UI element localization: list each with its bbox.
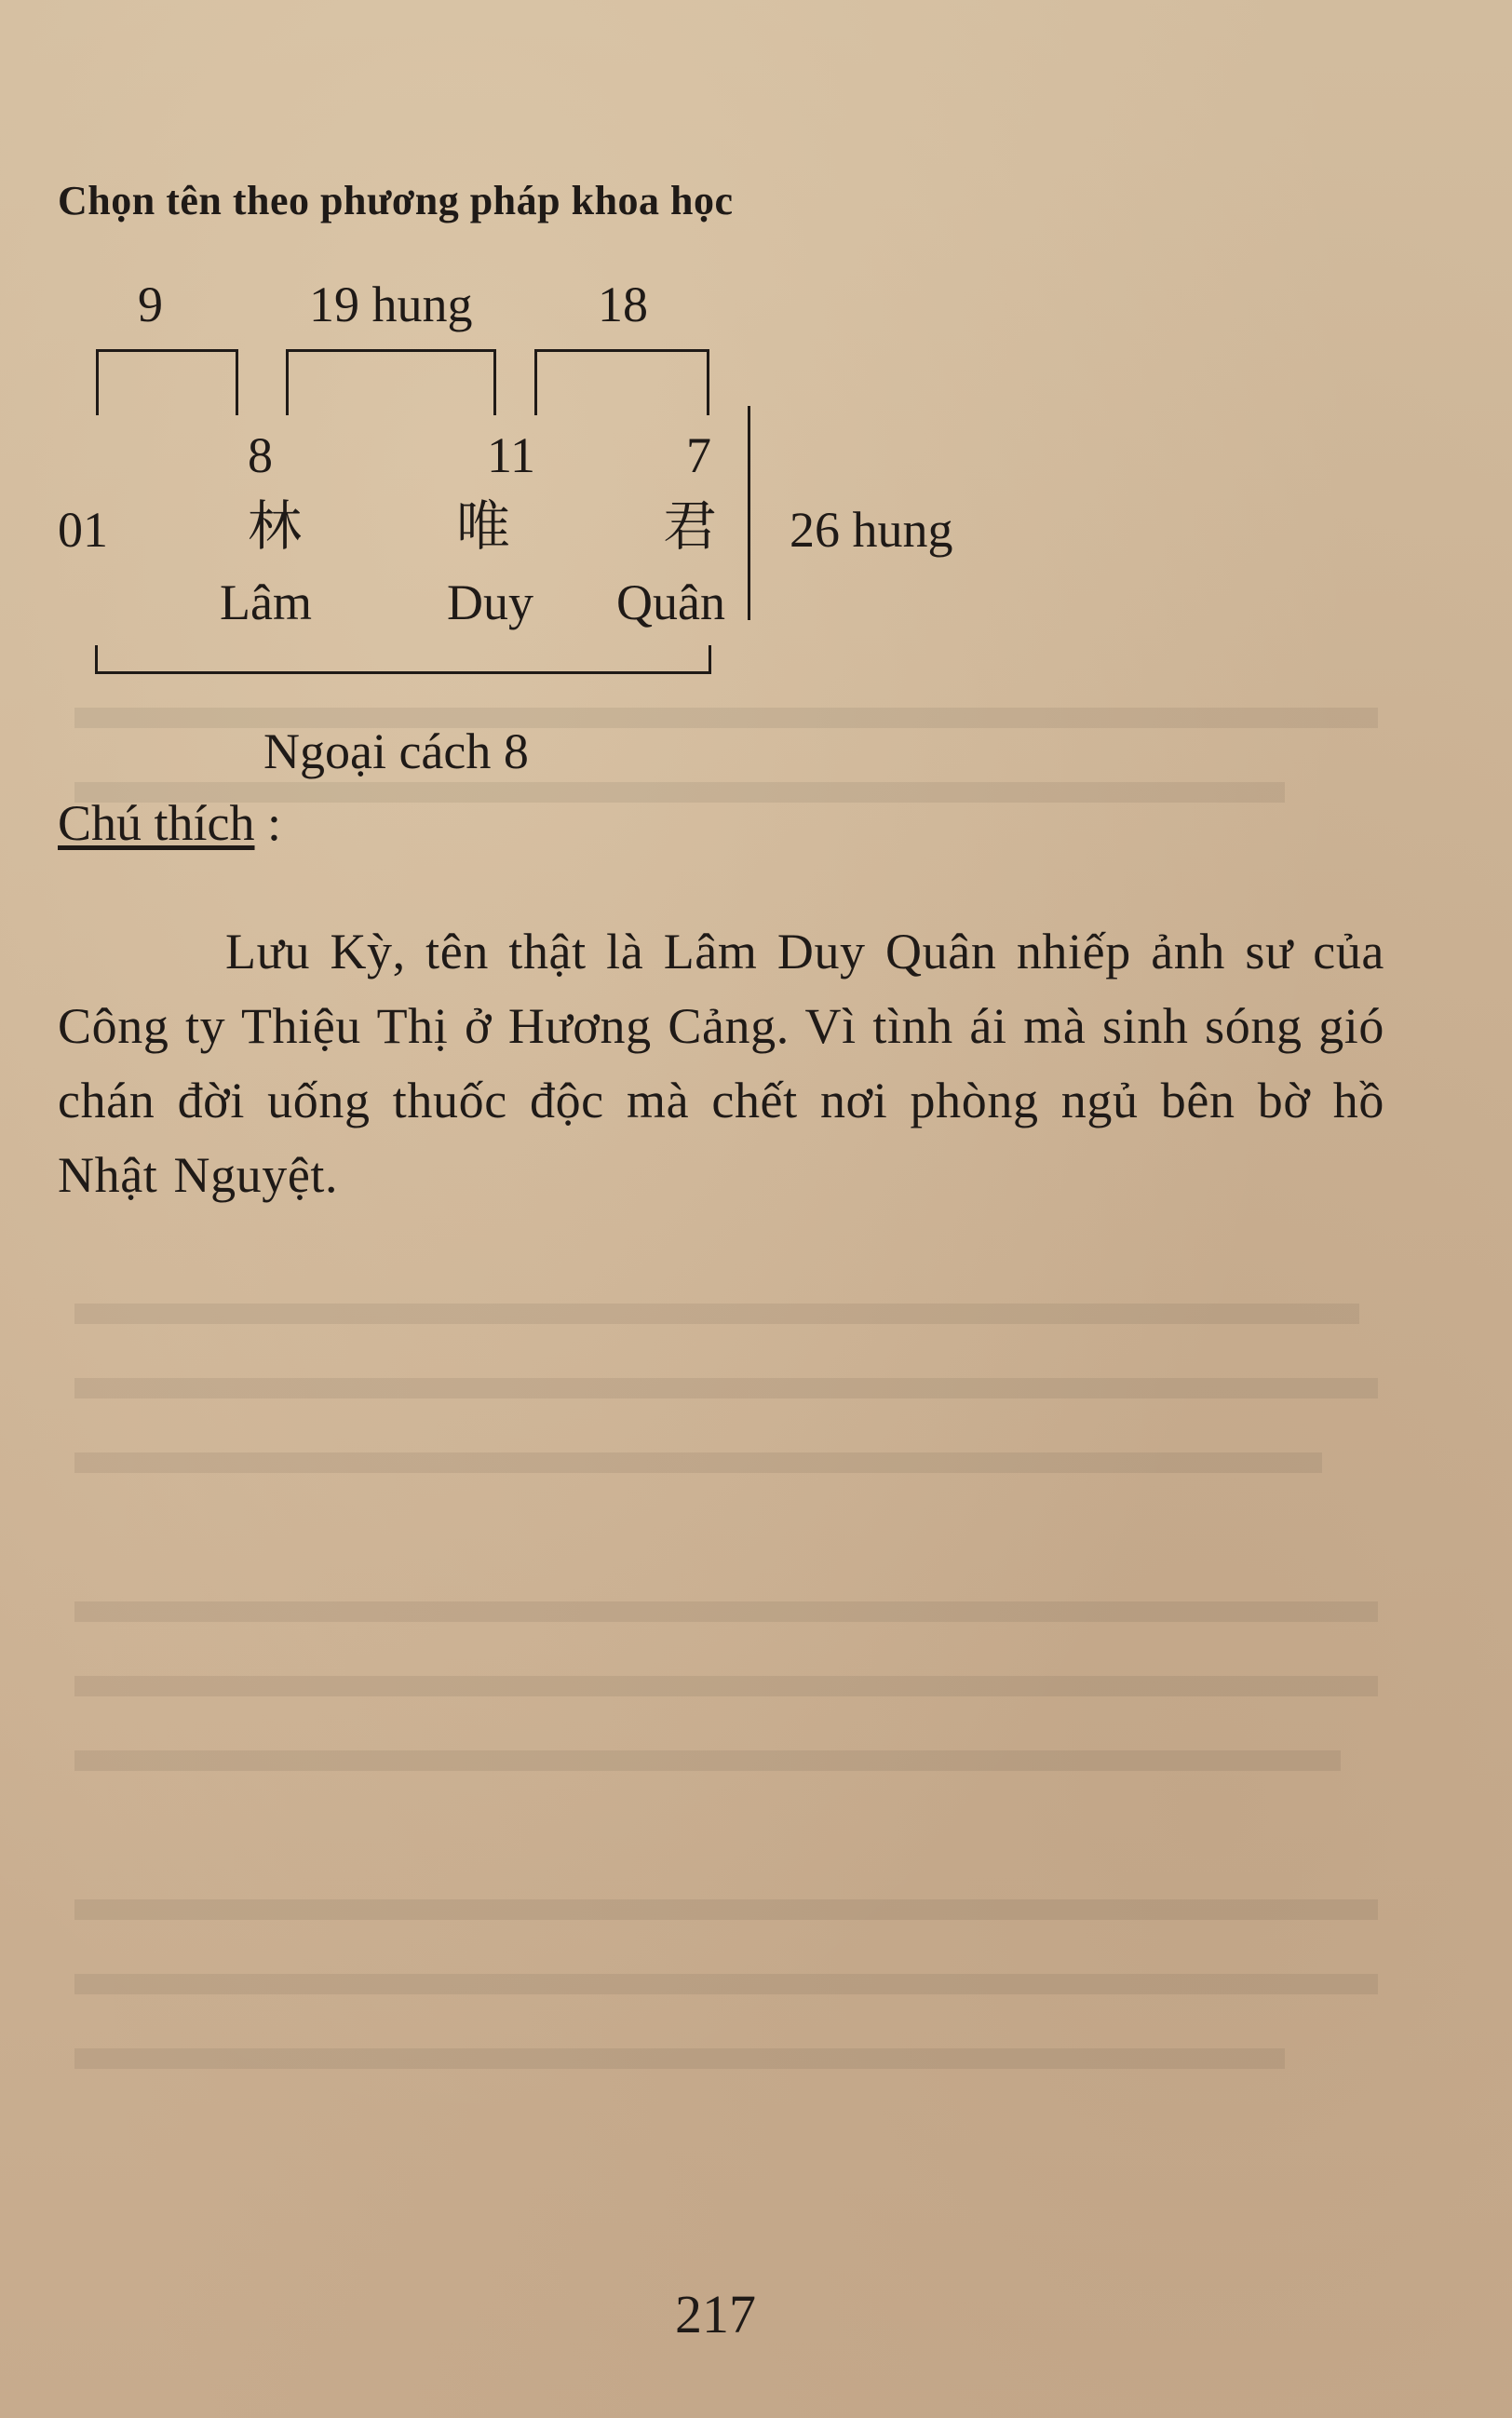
- outer-bracket: [95, 645, 711, 674]
- note-paragraph: Lưu Kỳ, tên thật là Lâm Duy Quân nhiếp ảnh sư của Công ty Thiệu Thị ở Hương Cảng. Vì tình ái mà sinh sóng gió chán đời uống thuốc độc mà chết nơi phòng ngủ bên bờ hồ Nhật Nguyệt.: [58, 924, 1384, 1203]
- right-label: 26 hung: [790, 502, 953, 558]
- top-number-2: 19 hung: [309, 277, 473, 332]
- reading-lam: Lâm: [220, 574, 312, 630]
- reading-duy: Duy: [447, 574, 533, 630]
- chinese-char-lam: 林: [248, 494, 303, 558]
- note-colon: :: [267, 795, 282, 851]
- top-bracket-3: [534, 349, 709, 415]
- outer-label: Ngoại cách 8: [263, 723, 529, 779]
- right-divider-line: [748, 406, 750, 620]
- note-title: Chú thích: [58, 795, 255, 851]
- top-number-1: 9: [138, 277, 163, 332]
- page-number: 217: [675, 2284, 756, 2344]
- char-number-2: 11: [487, 427, 535, 483]
- chinese-char-quan: 君: [663, 494, 718, 558]
- reading-quan: Quân: [616, 574, 725, 630]
- chinese-char-duy: 唯: [456, 494, 511, 558]
- left-number: 01: [58, 502, 108, 558]
- top-bracket-2: [286, 349, 496, 415]
- running-header: Chọn tên theo phương pháp khoa học: [58, 178, 734, 223]
- top-number-3: 18: [598, 277, 648, 332]
- char-number-1: 8: [248, 427, 273, 483]
- top-bracket-1: [96, 349, 238, 415]
- char-number-3: 7: [686, 427, 711, 483]
- note-heading: [58, 793, 281, 854]
